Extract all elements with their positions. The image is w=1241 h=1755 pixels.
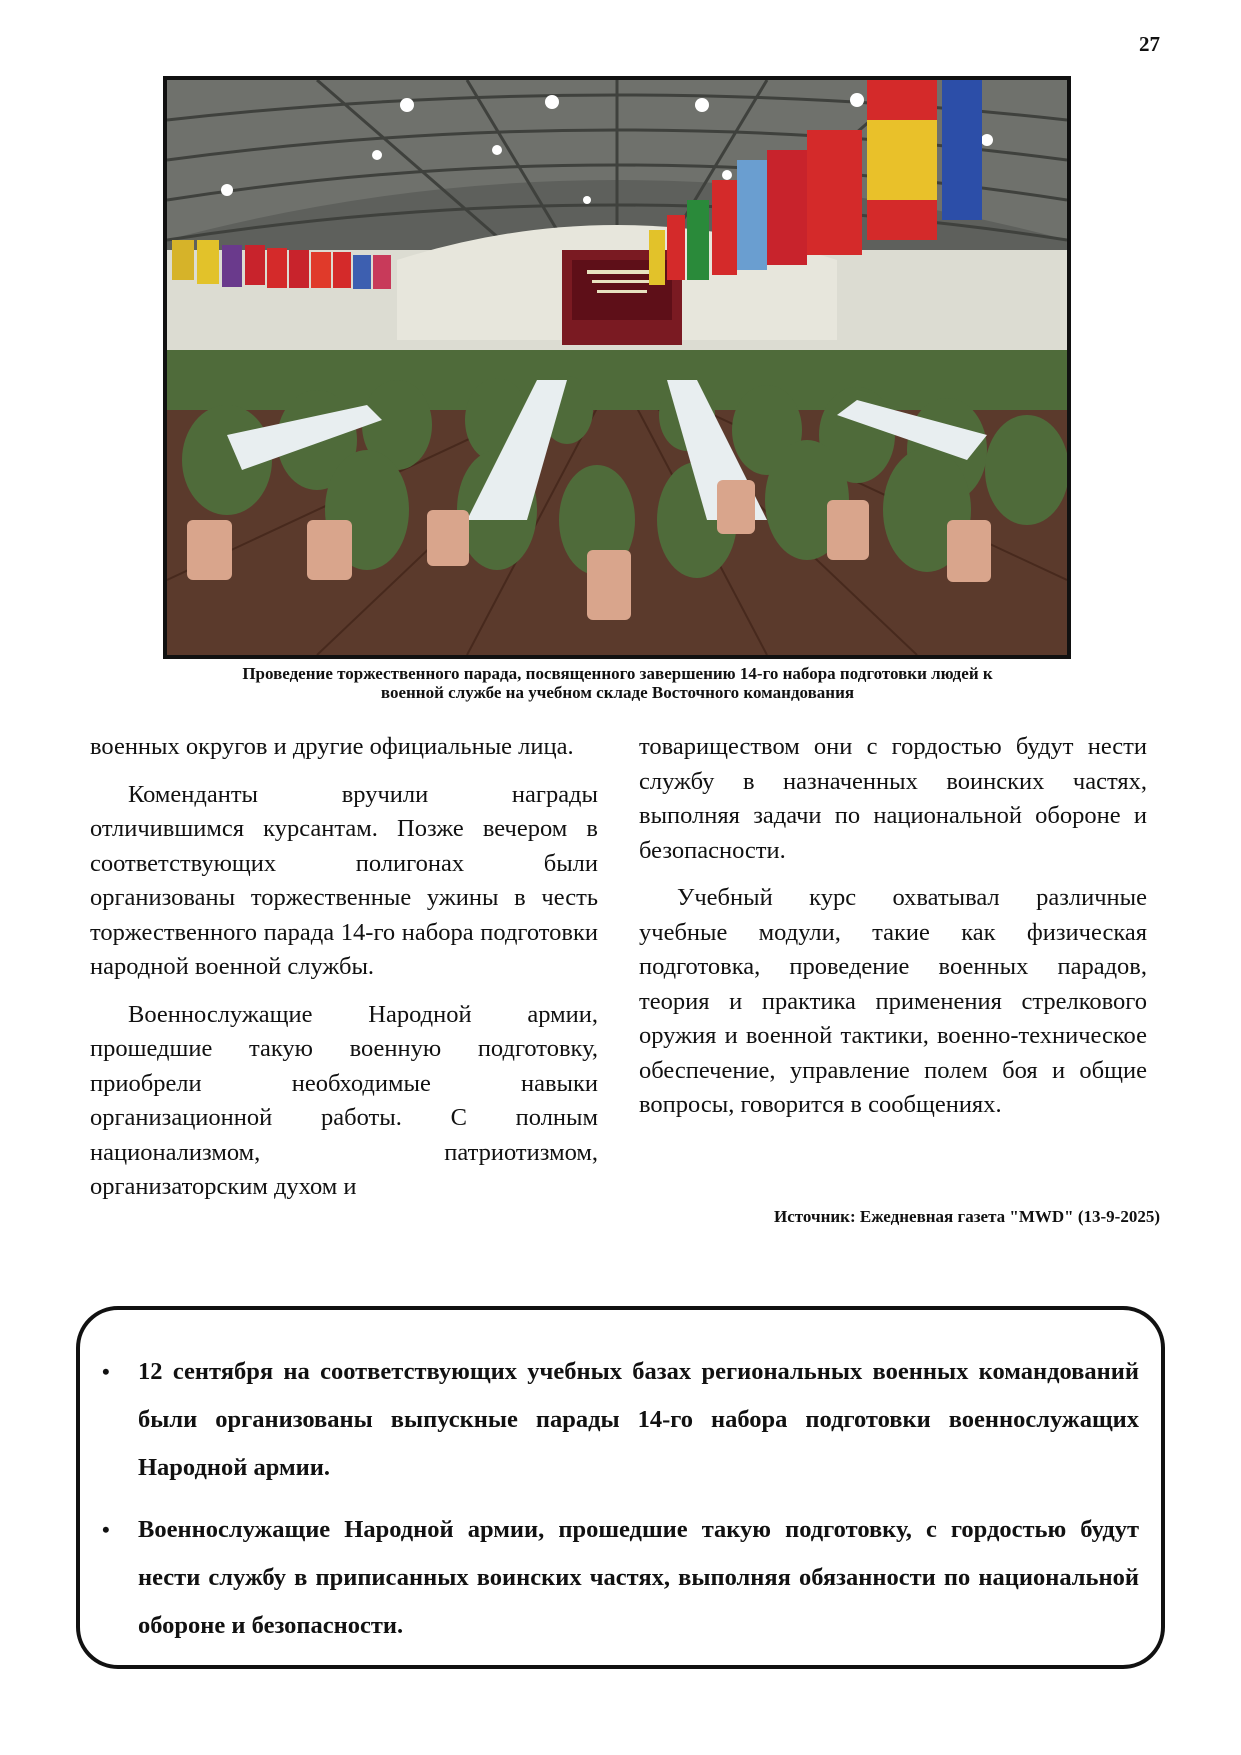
page-number: 27 — [1139, 32, 1160, 56]
caption-line-1: Проведение торжественного парада, посвященного завершению 14-го набора подготовки людей к — [242, 664, 993, 683]
summary-item-text: 12 сентября на соответствующих учебных базах региональных военных командований были организованы выпускные парады 14-го набора подготовки военнослужащих Народной армии. — [138, 1358, 1139, 1481]
article-left-column — [90, 730, 598, 1218]
photo-caption — [140, 664, 1095, 702]
source-credit: Источник: Ежедневная газета "MWD" (13-9-2025) — [774, 1207, 1160, 1226]
paragraph: Учебный курс охватывал различные учебные модули, такие как физическая подготовка, проведение военных парадов, теория и практика применения стрелкового оружия и военной тактики, военно-техническое обеспечение, управление полем боя и общие вопросы, говорится в сообщениях. — [639, 884, 1147, 1118]
article-right-column — [639, 730, 1147, 1136]
bullet-icon: • — [102, 1517, 110, 1542]
summary-list — [80, 1348, 1161, 1664]
bullet-icon: • — [102, 1359, 110, 1384]
paragraph: товариществом они с гордостью будут нести службу в назначенных воинских частях, выполняя задачи по национальной обороне и безопасности. — [639, 733, 1147, 864]
paragraph: военных округов и другие официальные лица. — [90, 733, 574, 760]
summary-item-text: Военнослужащие Народной армии, прошедшие такую подготовку, с гордостью будут нести службу в приписанных воинских частях, выполняя обязанности по национальной обороне и безопасности. — [138, 1516, 1139, 1639]
caption-line-2: военной службе на учебном складе Восточного командования — [380, 683, 855, 702]
paragraph: Военнослужащие Народной армии, прошедшие такую военную подготовку, приобрели необходимые навыки организационной работы. С полным национализмом, патриотизмом, организаторским духом и — [90, 1000, 598, 1200]
summary-item — [80, 1506, 1161, 1650]
mess-hall-photo — [163, 76, 1071, 659]
paragraph: Коменданты вручили награды отличившимся курсантам. Позже вечером в соответствующих полигонах были организованы торжественные ужины в честь торжественного парада 14-го набора подготовки народной военной службы. — [90, 780, 598, 980]
summary-item — [80, 1348, 1161, 1492]
photo-illustration — [167, 80, 1067, 655]
summary-box — [76, 1306, 1165, 1669]
